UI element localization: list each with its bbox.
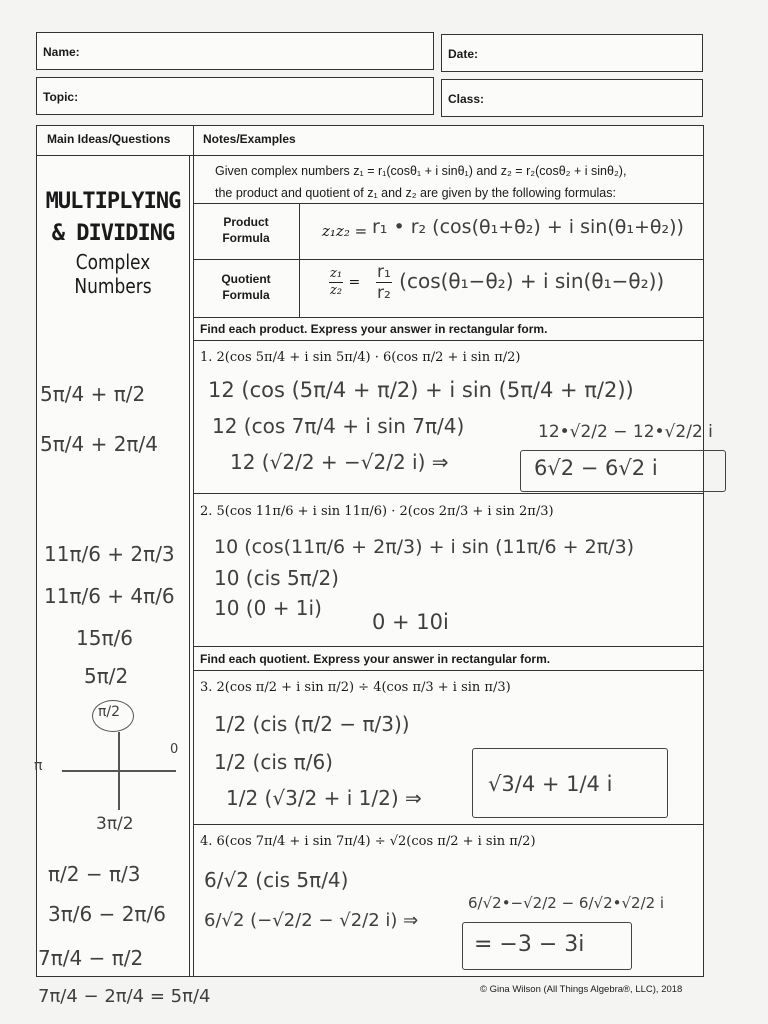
p2-work-line-3: 10 (0 + 1i) — [214, 596, 322, 620]
date-label: Date: — [448, 47, 479, 61]
date-field[interactable] — [441, 34, 703, 72]
sketch-y-axis — [118, 732, 120, 810]
topic-field[interactable] — [36, 77, 434, 115]
rule — [193, 646, 704, 647]
p2-work-line-2: 10 (cis 5π/2) — [214, 566, 339, 590]
column-divider — [193, 125, 194, 977]
name-label: Name: — [43, 45, 80, 59]
margin-note-4b: 3π/6 − 2π/6 — [48, 902, 166, 926]
p1-work-line-1: 12 (cos (5π/4 + π/2) + i sin (5π/4 + π/2)) — [208, 378, 634, 402]
column-header-rule — [36, 155, 704, 156]
margin-note-5b: 7π/4 − 2π/4 = 5π/4 — [38, 986, 211, 1007]
problem-2: 2. 5(cos 11π/6 + i sin 11π/6) · 2(cos 2π/3 + i sin 2π/3) — [200, 504, 554, 519]
problem-4: 4. 6(cos 7π/4 + i sin 7π/4) ÷ √2(cos π/2 + i sin π/2) — [200, 834, 536, 849]
margin-note-2c: 15π/6 — [76, 626, 133, 650]
p2-answer: 0 + 10i — [372, 610, 449, 634]
product-label-1: Product — [223, 215, 269, 229]
intro-text — [215, 160, 700, 204]
p4-answer: = −3 − 3i — [474, 932, 585, 957]
column-divider-inner — [189, 155, 190, 977]
margin-note-2b: 11π/6 + 4π/6 — [44, 584, 175, 608]
margin-axis-top: π/2 — [98, 704, 121, 720]
margin-note-1b: 5π/4 + 2π/4 — [40, 432, 158, 456]
p2-work-line-1: 10 (cos(11π/6 + 2π/3) + i sin (11π/6 + 2π/3) — [214, 536, 635, 558]
margin-note-1a: 5π/4 + π/2 — [40, 382, 146, 406]
margin-note-2d: 5π/2 — [84, 664, 129, 688]
product-lhs: z₁z₂ = — [322, 222, 368, 240]
p1-work-line-3: 12 (√2/2 + −√2/2 i) ⇒ — [230, 450, 449, 474]
class-label: Class: — [448, 92, 485, 106]
p4-work-line-2: 6/√2 (−√2/2 − √2/2 i) ⇒ — [204, 910, 419, 931]
rule — [193, 824, 704, 825]
topic-title — [38, 186, 188, 298]
quotient-section-heading: Find each quotient. Express your answer in rectangular form. — [200, 652, 551, 666]
rule — [193, 340, 704, 341]
p3-work-line-1: 1/2 (cis (π/2 − π/3)) — [214, 712, 410, 736]
quotient-hw-rest: (cos(θ₁−θ₂) + i sin(θ₁−θ₂)) — [399, 269, 665, 293]
product-formula-label — [206, 214, 286, 246]
problem-1: 1. 2(cos 5π/4 + i sin 5π/4) · 6(cos π/2 + i sin π/2) — [200, 350, 521, 365]
quotient-formula-handwritten — [375, 262, 664, 303]
product-formula-handwritten: r₁ • r₂ (cos(θ₁+θ₂) + i sin(θ₁+θ₂)) — [372, 216, 684, 238]
p3-work-line-3: 1/2 (√3/2 + i 1/2) ⇒ — [226, 786, 422, 810]
margin-axis-right: 0 — [170, 742, 179, 757]
margin-note-4a: π/2 − π/3 — [48, 862, 141, 886]
margin-axis-left: π — [34, 758, 43, 774]
p4-work-line-1: 6/√2 (cis 5π/4) — [204, 868, 349, 892]
quotient-hw-den: r₂ — [377, 283, 391, 303]
title-line-3: Complex Numbers — [74, 250, 152, 298]
rule — [193, 493, 704, 494]
p4-work-line-2b: 6/√2•−√2/2 − 6/√2•√2/2 i — [468, 894, 665, 912]
intro-line-1: Given complex numbers z₁ = r₁(cosθ₁ + i sinθ₁) and z₂ = r₂(cosθ₂ + i sinθ₂), — [215, 164, 627, 178]
rule — [193, 317, 704, 318]
p1-work-line-2: 12 (cos 7π/4 + i sin 7π/4) — [212, 414, 465, 438]
column-header-left: Main Ideas/Questions — [47, 132, 171, 146]
p3-work-line-2: 1/2 (cis π/6) — [214, 750, 333, 774]
margin-axis-bottom: 3π/2 — [96, 814, 134, 834]
quotient-lhs: $\frac{\text{z₁}}{\text{z₂}}$ = — [330, 266, 361, 298]
name-field[interactable] — [36, 32, 434, 70]
quotient-hw-num: r₁ — [377, 262, 391, 282]
p3-answer: √3/4 + 1/4 i — [488, 772, 613, 796]
rule — [299, 203, 300, 317]
quotient-lhs-den: z₂ — [330, 283, 343, 298]
p1-answer: 6√2 − 6√2 i — [534, 456, 658, 480]
title-line-1: MULTIPLYING — [45, 189, 181, 214]
class-field[interactable] — [441, 79, 703, 117]
margin-note-5a: 7π/4 − π/2 — [38, 946, 144, 970]
product-section-heading: Find each product. Express your answer in rectangular form. — [200, 322, 548, 336]
quotient-label-2: Formula — [222, 288, 270, 302]
copyright-footer: © Gina Wilson (All Things Algebra®, LLC), 2018 — [480, 984, 683, 995]
rule — [193, 670, 704, 671]
quotient-label-1: Quotient — [221, 272, 271, 286]
quotient-formula-label — [206, 271, 286, 303]
column-header-right: Notes/Examples — [203, 132, 296, 146]
rule — [193, 259, 704, 260]
product-label-2: Formula — [222, 231, 270, 245]
p1-work-line-2b: 12•√2/2 − 12•√2/2 i — [538, 422, 713, 442]
quotient-lhs-num: z₁ — [330, 266, 343, 281]
rule — [193, 203, 704, 204]
topic-label: Topic: — [43, 90, 79, 104]
title-line-2: & DIVIDING — [51, 221, 175, 246]
margin-note-2a: 11π/6 + 2π/3 — [44, 542, 175, 566]
problem-3: 3. 2(cos π/2 + i sin π/2) ÷ 4(cos π/3 + i sin π/3) — [200, 680, 511, 695]
intro-line-2: the product and quotient of z₁ and z₂ are given by the following formulas: — [215, 186, 616, 200]
